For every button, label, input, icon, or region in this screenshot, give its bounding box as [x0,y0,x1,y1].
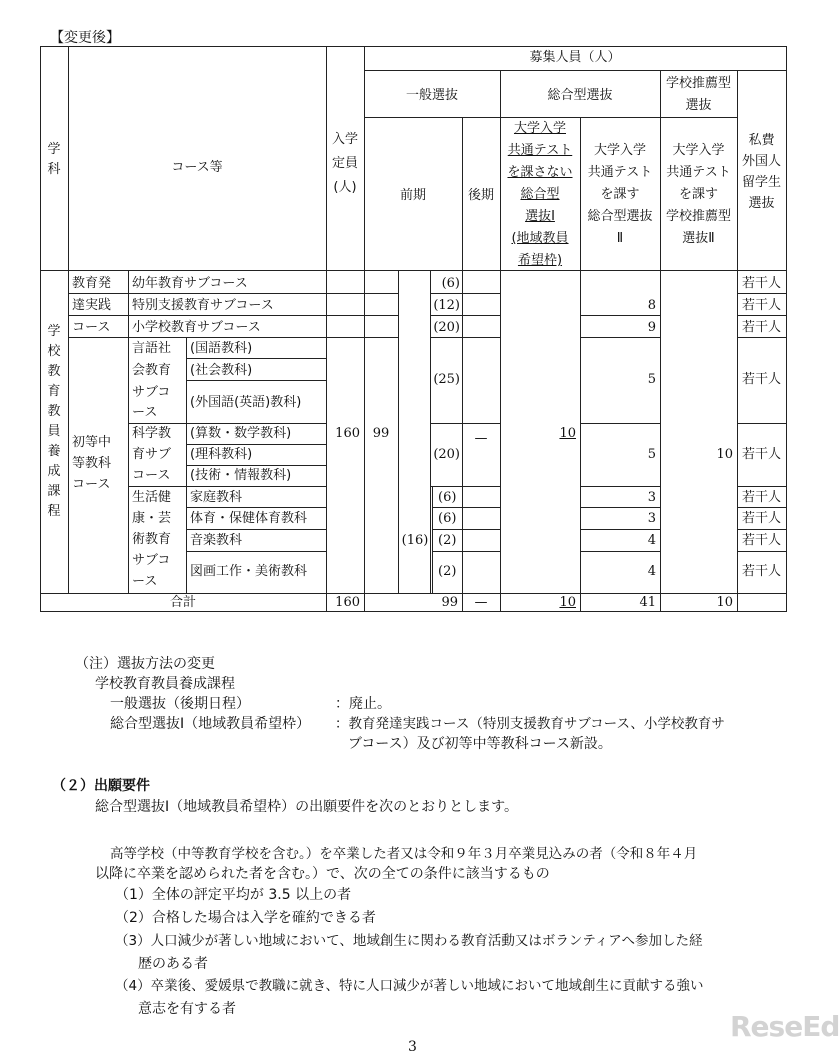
page-number: 3 [408,1039,417,1055]
section2-item-1: （1）全体の評定平均が 3.5 以上の者 [115,887,352,903]
seikatsu-shihi-2: 若干人 [741,511,781,526]
sub-seikatsu-line2: 康・芸 [132,511,172,526]
header-kouki: 後期 [467,188,494,203]
suisen-value: 10 [716,447,733,462]
seikatsu-sogo2-2: 3 [647,511,656,526]
header-teiin-1: 入学 [331,132,358,147]
header-teiin-3: (人) [333,180,357,195]
header-sogo1-line5: 選抜Ⅰ [525,209,555,224]
sub-gengo-line2: 会教育 [132,363,172,378]
seikatsu-sogo2-1: 3 [647,490,656,505]
total-zenki: 99 [441,595,458,610]
note-title: （注）選抜方法の変更 [75,656,215,672]
sub-seikatsu-line1: 生活健 [132,490,172,505]
row2-sogo2: 8 [647,298,656,313]
kagaku-item-2: (理科教科) [190,447,253,462]
header-suisen2-line4: 学校推薦型 [665,209,731,224]
seikatsu-sub-total: (16) [401,533,429,548]
note-line2-cont: ブコース）及び初等中等教科コース新設。 [348,736,612,752]
section2-intro: 総合型選抜Ⅰ（地域教員希望枠）の出願要件を次のとおりとします。 [95,799,519,815]
header-suisen2-line5: 選抜Ⅱ [682,231,715,246]
sub-kagaku-line2: 育サブ [132,447,172,462]
kagaku-zenki: (20) [433,447,460,462]
section2-item-3-cont: 歴のある者 [138,956,208,972]
group1-line3: コース [72,320,111,335]
seikatsu-sogo2-3: 4 [647,533,656,548]
seikatsu-zenki-2: (6) [438,511,457,526]
header-shihi-3: 留学生 [741,175,781,190]
header-teiin-2: 定員 [331,156,358,171]
header-sogo1-line3: を課さない [507,165,573,180]
sub-kagaku-line3: コース [132,468,171,483]
row3-name: 小学校教育サブコース [132,320,261,335]
header-gakka: 学科 [47,142,61,177]
header-suisen2-line1: 大学入学 [672,143,725,158]
row3-sogo2: 9 [647,320,656,335]
header-sogo2-line2: 共通テスト [587,165,653,180]
section2-para1: 高等学校（中等教育学校を含む。）を卒業した者又は令和９年３月卒業見込みの者（令和８年４月 [110,846,698,862]
row1-name: 幼年教育サブコース [132,276,248,291]
total-teiin: 160 [335,595,360,610]
sogo1-value: 10 [559,426,576,441]
seikatsu-shihi-3: 若干人 [741,533,781,548]
gengo-sogo2: 5 [647,372,656,387]
header-suisen-1: 学校推薦型 [665,76,731,91]
section2-item-4: （4）卒業後、愛媛県で教職に就き、特に人口減少が著しい地域において地域創生に貢献する強い [115,978,704,994]
row2-shihi: 若干人 [741,298,781,313]
watermark-logo: ReseEd [730,1010,839,1043]
gakka-name: 学校教育教員養成課程 [47,324,61,519]
header-sogo2-line4: 総合型選抜 [587,209,653,224]
total-kouki: — [474,595,488,610]
seikatsu-zenki-4: (2) [438,564,457,579]
total-suisen: 10 [716,595,733,610]
section2-para2: 以降に卒業を認められた者を含む。）で、次の全ての条件に該当するもの [95,866,550,882]
row3-zenki: (20) [433,320,460,335]
group2-line3: コース [72,477,111,492]
total-sogo1: 10 [559,595,576,610]
header-sogo1-line2: 共通テスト [507,143,573,158]
header-sogo1-line4: 総合型 [520,187,560,202]
section2-item-4-cont: 意志を有する者 [138,1001,236,1017]
sub-kagaku-line1: 科学教 [132,426,172,441]
gengo-zenki: (25) [433,372,460,387]
seikatsu-zenki-1: (6) [438,490,457,505]
total-sogo2: 41 [639,595,656,610]
ippan-total: 99 [372,426,390,441]
kagaku-item-3: (技術・情報教科) [190,468,292,483]
seikatsu-item-3: 音楽教科 [190,533,243,548]
row3-shihi: 若干人 [741,320,781,335]
header-sogo1-line1: 大学入学 [513,121,566,136]
sub-seikatsu-line4: サブコ [132,553,171,568]
note-line2-value: ：教育発達実践コース（特別支援教育サブコース、小学校教育サ [335,716,725,732]
seikatsu-item-1: 家庭教科 [190,490,243,505]
header-sogo: 総合型選抜 [547,88,613,103]
gengo-shihi: 若干人 [741,372,781,387]
header-sogo2-line3: を課す [600,187,640,202]
header-label: 【変更後】 [50,30,120,46]
header-sogo1-line7: 希望枠) [517,253,563,268]
note-line1-label: 一般選抜（後期日程） [110,696,250,712]
kouki-value: — [474,431,488,446]
section2-item-3: （3）人口減少が著しい地域において、地域創生に関わる教育活動又はボランティアへ参加した経 [115,933,703,949]
header-sogo2-line5: Ⅱ [616,231,624,246]
gengo-item-2: (社会教科) [190,363,253,378]
group1-line1: 教育発 [72,276,112,291]
header-shihi-2: 外国人 [741,154,781,169]
header-suisen2-line2: 共通テスト [666,165,731,180]
seikatsu-shihi-1: 若干人 [741,490,781,505]
kagaku-sogo2: 5 [647,447,656,462]
row2-name: 特別支援教育サブコース [132,298,274,313]
kagaku-shihi: 若干人 [741,447,781,462]
note-subtitle: 学校教育教員養成課程 [95,676,235,692]
sub-seikatsu-line3: 術教育 [132,532,172,547]
header-shihi-4: 選抜 [748,196,775,211]
header-sogo1-line6: (地域教員 [511,231,569,246]
group1-line2: 達実践 [72,298,112,313]
header-suisen-2: 選抜 [685,98,712,113]
teiin-value: 160 [335,426,360,441]
section2-heading: （２）出願要件 [52,778,150,794]
seikatsu-sogo2-4: 4 [647,564,656,579]
group2-line2: 等教科 [72,456,112,471]
sub-gengo-line4: ース [132,405,158,420]
note-line1-value: ：廃止。 [335,696,391,712]
note-line2-label: 総合型選抜Ⅰ（地域教員希望枠） [110,716,311,732]
header-suisen2-line3: を課す [678,187,718,202]
sub-seikatsu-line5: ース [132,574,158,589]
seikatsu-shihi-4: 若干人 [741,564,781,579]
total-label: 合計 [169,595,196,610]
header-course: コース等 [171,160,223,175]
sub-gengo-line1: 言語社 [132,341,172,356]
header-zenki: 前期 [399,188,426,203]
header-ippan: 一般選抜 [405,88,458,103]
header-sogo2-line1: 大学入学 [593,143,646,158]
header-boshu: 募集人員（人） [529,50,621,65]
row1-zenki: (6) [441,276,460,291]
kagaku-item-1: (算数・数学教科) [190,426,292,441]
gengo-item-1: (国語教科) [190,341,253,356]
row2-zenki: (12) [433,298,460,313]
row1-shihi: 若干人 [741,276,781,291]
gengo-item-3: (外国語(英語)教科) [190,395,302,410]
header-shihi-1: 私費 [748,133,775,148]
seikatsu-zenki-3: (2) [438,533,457,548]
seikatsu-item-4: 図画工作・美術教科 [190,564,308,579]
seikatsu-item-2: 体育・保健体育教科 [190,511,308,526]
sub-gengo-line3: サブコ [132,385,171,400]
group2-line1: 初等中 [72,435,112,450]
section2-item-2: （2）合格した場合は入学を確約できる者 [115,910,376,926]
